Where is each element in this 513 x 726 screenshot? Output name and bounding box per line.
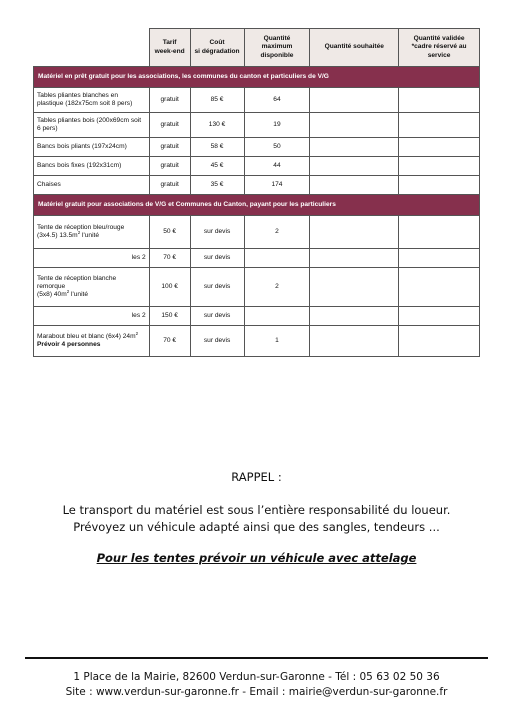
item-label: les 2 (34, 249, 150, 268)
quantity-wished-cell[interactable] (310, 326, 399, 357)
header-tarif-l1: Tarif (162, 39, 177, 47)
table-row (34, 176, 480, 195)
section-free-loan (34, 67, 480, 88)
quantity-wished-cell[interactable] (310, 307, 399, 326)
table-row (34, 326, 480, 357)
item-label: Tables pliantes bois (200x69cm soit 6 pers) (34, 113, 150, 138)
item-tarif: gratuit (149, 88, 190, 113)
quantity-validated-cell (399, 88, 480, 113)
section-paid-particuliers (34, 195, 480, 216)
section-title: Matériel gratuit pour associations de V/G et Communes du Canton, payant pour les particuliers (34, 195, 480, 216)
item-label (34, 326, 150, 357)
quantity-validated-cell (399, 157, 480, 176)
item-label-a: Marabout bleu et blanc (6x4) 24m (37, 332, 136, 340)
item-label: Bancs bois pliants (197x24cm) (34, 138, 150, 157)
item-cout: sur devis (190, 307, 244, 326)
footer-divider (25, 657, 488, 659)
quantity-validated-cell (399, 216, 480, 249)
item-label-a: Tente de réception blanche remorque (37, 274, 117, 290)
section-title: Matériel en prêt gratuit pour les associations, les communes du canton et particuliers de V/G (34, 67, 480, 88)
quantity-wished-cell[interactable] (310, 113, 399, 138)
header-max-l2: disponible (260, 51, 294, 59)
quantity-wished-cell[interactable] (310, 176, 399, 195)
item-tarif: gratuit (149, 113, 190, 138)
header-validee (399, 29, 480, 67)
item-label-c: l'unité (80, 232, 100, 239)
item-label-sup: 2 (66, 288, 70, 294)
item-cout: sur devis (190, 216, 244, 249)
item-tarif: gratuit (149, 138, 190, 157)
table-row (34, 307, 480, 326)
item-tarif: 50 € (149, 216, 190, 249)
item-tarif: 70 € (149, 326, 190, 357)
recall-tents-note: Pour les tentes prévoir un véhicule avec attelage (96, 551, 417, 565)
equipment-table (33, 28, 480, 357)
item-label-c: l'unité (69, 291, 89, 299)
item-label-b: (3x4.5) 13.5m (37, 232, 78, 239)
table-row (34, 113, 480, 138)
table-row (34, 268, 480, 307)
recall-line-2: Prévoyez un véhicule adapté ainsi que des sangles, tendeurs ... (73, 520, 440, 534)
table-header-row (34, 29, 480, 67)
item-label-sup: 2 (135, 330, 139, 336)
header-validee-l1: Quantité validée (413, 35, 465, 43)
table-row (34, 88, 480, 113)
quantity-validated-cell (399, 138, 480, 157)
recall-title: RAPPEL : (231, 470, 282, 484)
item-cout: 85 € (190, 88, 244, 113)
item-cout: 35 € (190, 176, 244, 195)
item-label (34, 268, 150, 307)
quantity-wished-cell[interactable] (310, 138, 399, 157)
item-max: 1 (244, 326, 310, 357)
item-label: Chaises (34, 176, 150, 195)
quantity-validated-cell (399, 113, 480, 138)
item-cout: sur devis (190, 326, 244, 357)
item-max: 174 (244, 176, 310, 195)
item-max: 2 (244, 268, 310, 307)
item-label (34, 216, 150, 249)
item-cout: 45 € (190, 157, 244, 176)
footer-address: 1 Place de la Mairie, 82600 Verdun-sur-Garonne - Tél : 05 63 02 50 36 (73, 671, 440, 683)
quantity-wished-cell[interactable] (310, 157, 399, 176)
item-tarif: 100 € (149, 268, 190, 307)
item-label-bold: Prévoir 4 personnes (37, 341, 101, 348)
header-tarif (149, 29, 190, 67)
header-empty-cell (34, 29, 150, 67)
item-cout: sur devis (190, 268, 244, 307)
quantity-validated-cell (399, 249, 480, 268)
item-cout: 130 € (190, 113, 244, 138)
quantity-validated-cell (399, 176, 480, 195)
item-max (244, 307, 310, 326)
item-max: 64 (244, 88, 310, 113)
item-tarif: 70 € (149, 249, 190, 268)
recall-line-1: Le transport du matériel est sous l’entière responsabilité du loueur. (62, 503, 451, 517)
quantity-wished-cell[interactable] (310, 268, 399, 307)
table-row (34, 249, 480, 268)
quantity-wished-cell[interactable] (310, 216, 399, 249)
item-label: les 2 (34, 307, 150, 326)
table-row (34, 157, 480, 176)
header-tarif-l2: week-end (154, 47, 185, 55)
item-label: Bancs bois fixes (192x31cm) (34, 157, 150, 176)
header-validee-l3: service (427, 51, 451, 59)
quantity-validated-cell (399, 268, 480, 307)
quantity-wished-cell[interactable] (310, 249, 399, 268)
item-cout: 58 € (190, 138, 244, 157)
header-souhaitee: Quantité souhaitée (310, 29, 399, 67)
header-cout (190, 29, 244, 67)
quantity-validated-cell (399, 307, 480, 326)
item-max (244, 249, 310, 268)
footer-contact: Site : www.verdun-sur-garonne.fr - Email : mairie@verdun-sur-garonne.fr (65, 686, 448, 698)
item-label-a: Tente de réception bleu/rouge (37, 223, 125, 231)
quantity-validated-cell (399, 326, 480, 357)
item-tarif: gratuit (149, 176, 190, 195)
header-max (244, 29, 310, 67)
item-label-b: (5x8) 40m (37, 291, 67, 299)
header-cout-l2: si dégradation (194, 47, 240, 55)
item-label: Tables pliantes blanches en plastique (182x75cm soit 8 pers) (34, 88, 150, 113)
header-cout-l1: Coût (209, 39, 225, 47)
quantity-wished-cell[interactable] (310, 88, 399, 113)
item-max: 19 (244, 113, 310, 138)
item-tarif: 150 € (149, 307, 190, 326)
item-tarif: gratuit (149, 157, 190, 176)
table-row (34, 216, 480, 249)
item-cout: sur devis (190, 249, 244, 268)
table-row (34, 138, 480, 157)
header-max-l1: Quantité maximum (261, 35, 293, 51)
item-max: 2 (244, 216, 310, 249)
item-max: 50 (244, 138, 310, 157)
item-max: 44 (244, 157, 310, 176)
header-validee-l2: *cadre réservé au (411, 43, 467, 51)
item-label-sup: 2 (77, 229, 81, 235)
